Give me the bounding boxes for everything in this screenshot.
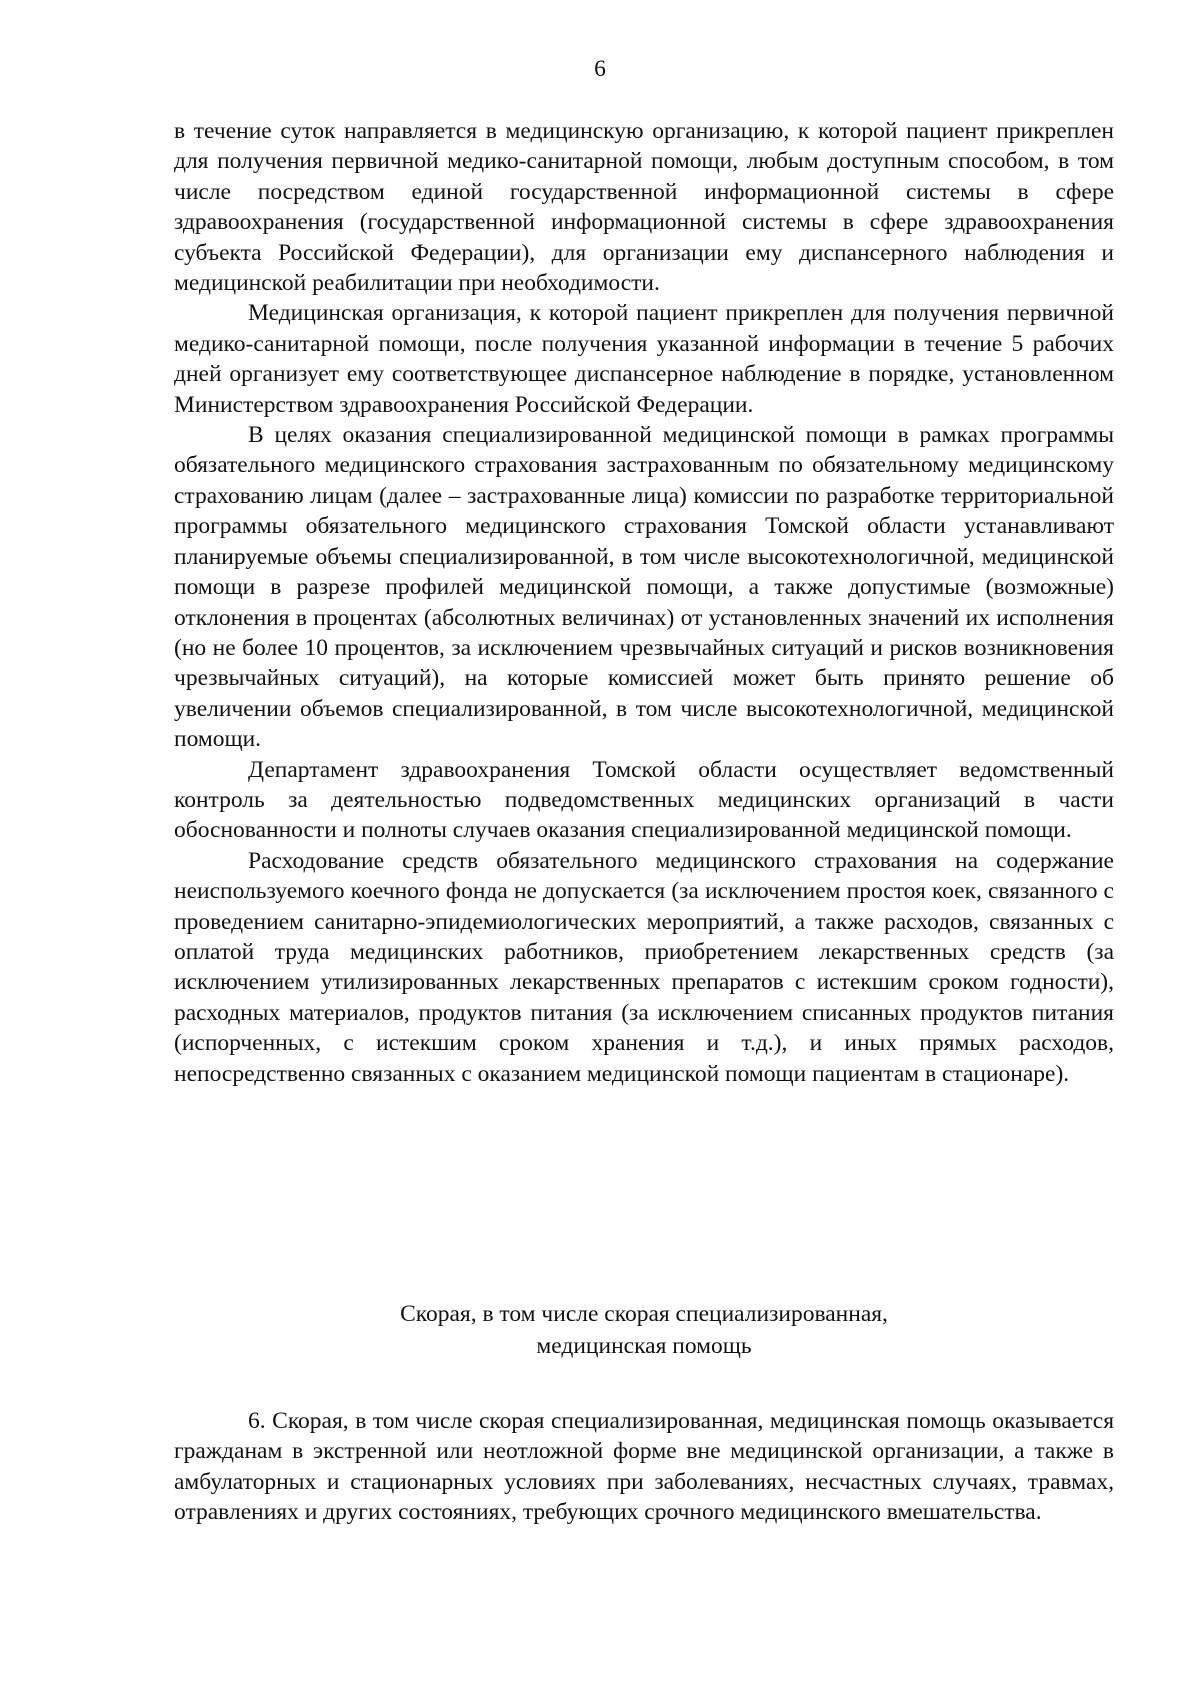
section-heading-line-1: Скорая, в том числе скорая специализированная, (400, 1301, 888, 1327)
section-heading-line-2: медицинская помощь (536, 1333, 752, 1359)
body-text (174, 116, 1114, 1089)
paragraph-emergency-care: 6. Скорая, в том числе скорая специализированная, медицинская помощь оказывается гражданам в экстренной или неотложной форме вне медицинской организации, а также в амбулаторных и стационарных условиях при заболеваниях, несчастных случаях, травмах, отравлениях и других состояниях, требующих срочного медицинского вмешательства. (174, 1408, 1114, 1526)
emergency-care-section (174, 1406, 1114, 1528)
paragraph-bed-fund-expenses: Расходование средств обязательного медицинского страхования на содержание неиспользуемого коечного фонда не допускается (за исключением простоя коек, связанного с проведением санитарно-эпидемиологических мероприятий, а также расходов, связанных с оплатой труда медицинских работников, приобретением лекарственных средств (за исключением утилизированных лекарственных препаратов с истекшим сроком годности), расходных материалов, продуктов питания (за исключением списанных продуктов питания (испорченных, с истекшим сроком хранения и т.д.), и иных прямых расходов, непосредственно связанных с оказанием медицинской помощи пациентам в стационаре). (174, 847, 1114, 1087)
paragraph-dispensary-observation: Медицинская организация, к которой пациент прикреплен для получения первичной медико-санитарной помощи, после получения указанной информации в течение 5 рабочих дней организует ему соответствующее диспансерное наблюдение в порядке, установленном Министерством здравоохранения Российской Федерации. (174, 300, 1114, 418)
paragraph-specialized-care-volumes: В целях оказания специализированной медицинской помощи в рамках программы обязательного медицинского страхования застрахованным по обязательному медицинскому страхованию лицам (далее – застрахованные лица) комиссии по разработке территориальной программы обязательного медицинского страхования Томской области устанавливают планируемые объемы специализированной, в том числе высокотехнологичной, медицинской помощи в разрезе профилей медицинской помощи, а также допустимые (возможные) отклонения в процентах (абсолютных величинах) от установленных значений их исполнения (но не более 10 процентов, за исключением чрезвычайных ситуаций и рисков возникновения чрезвычайных ситуаций), на которые комиссией может быть принято решение об увеличении объемов специализированной, в том числе высокотехнологичной, медицинской помощи. (174, 422, 1114, 753)
paragraph-continuation: в течение суток направляется в медицинскую организацию, к которой пациент прикреплен для получения первичной медико-санитарной помощи, любым доступным способом, в том числе посредством единой государственной информационной системы в сфере здравоохранения (государственной информационной системы в сфере здравоохранения субъекта Российской Федерации), для организации ему диспансерного наблюдения и медицинской реабилитации при необходимости. (174, 118, 1114, 297)
paragraph-departmental-control: Департамент здравоохранения Томской области осуществляет ведомственный контроль за деятельностью подведомственных медицинских организаций в части обоснованности и полноты случаев оказания специализированной медицинской помощи. (174, 756, 1114, 844)
page-number: 6 (594, 56, 606, 82)
section-heading (174, 1298, 1114, 1362)
